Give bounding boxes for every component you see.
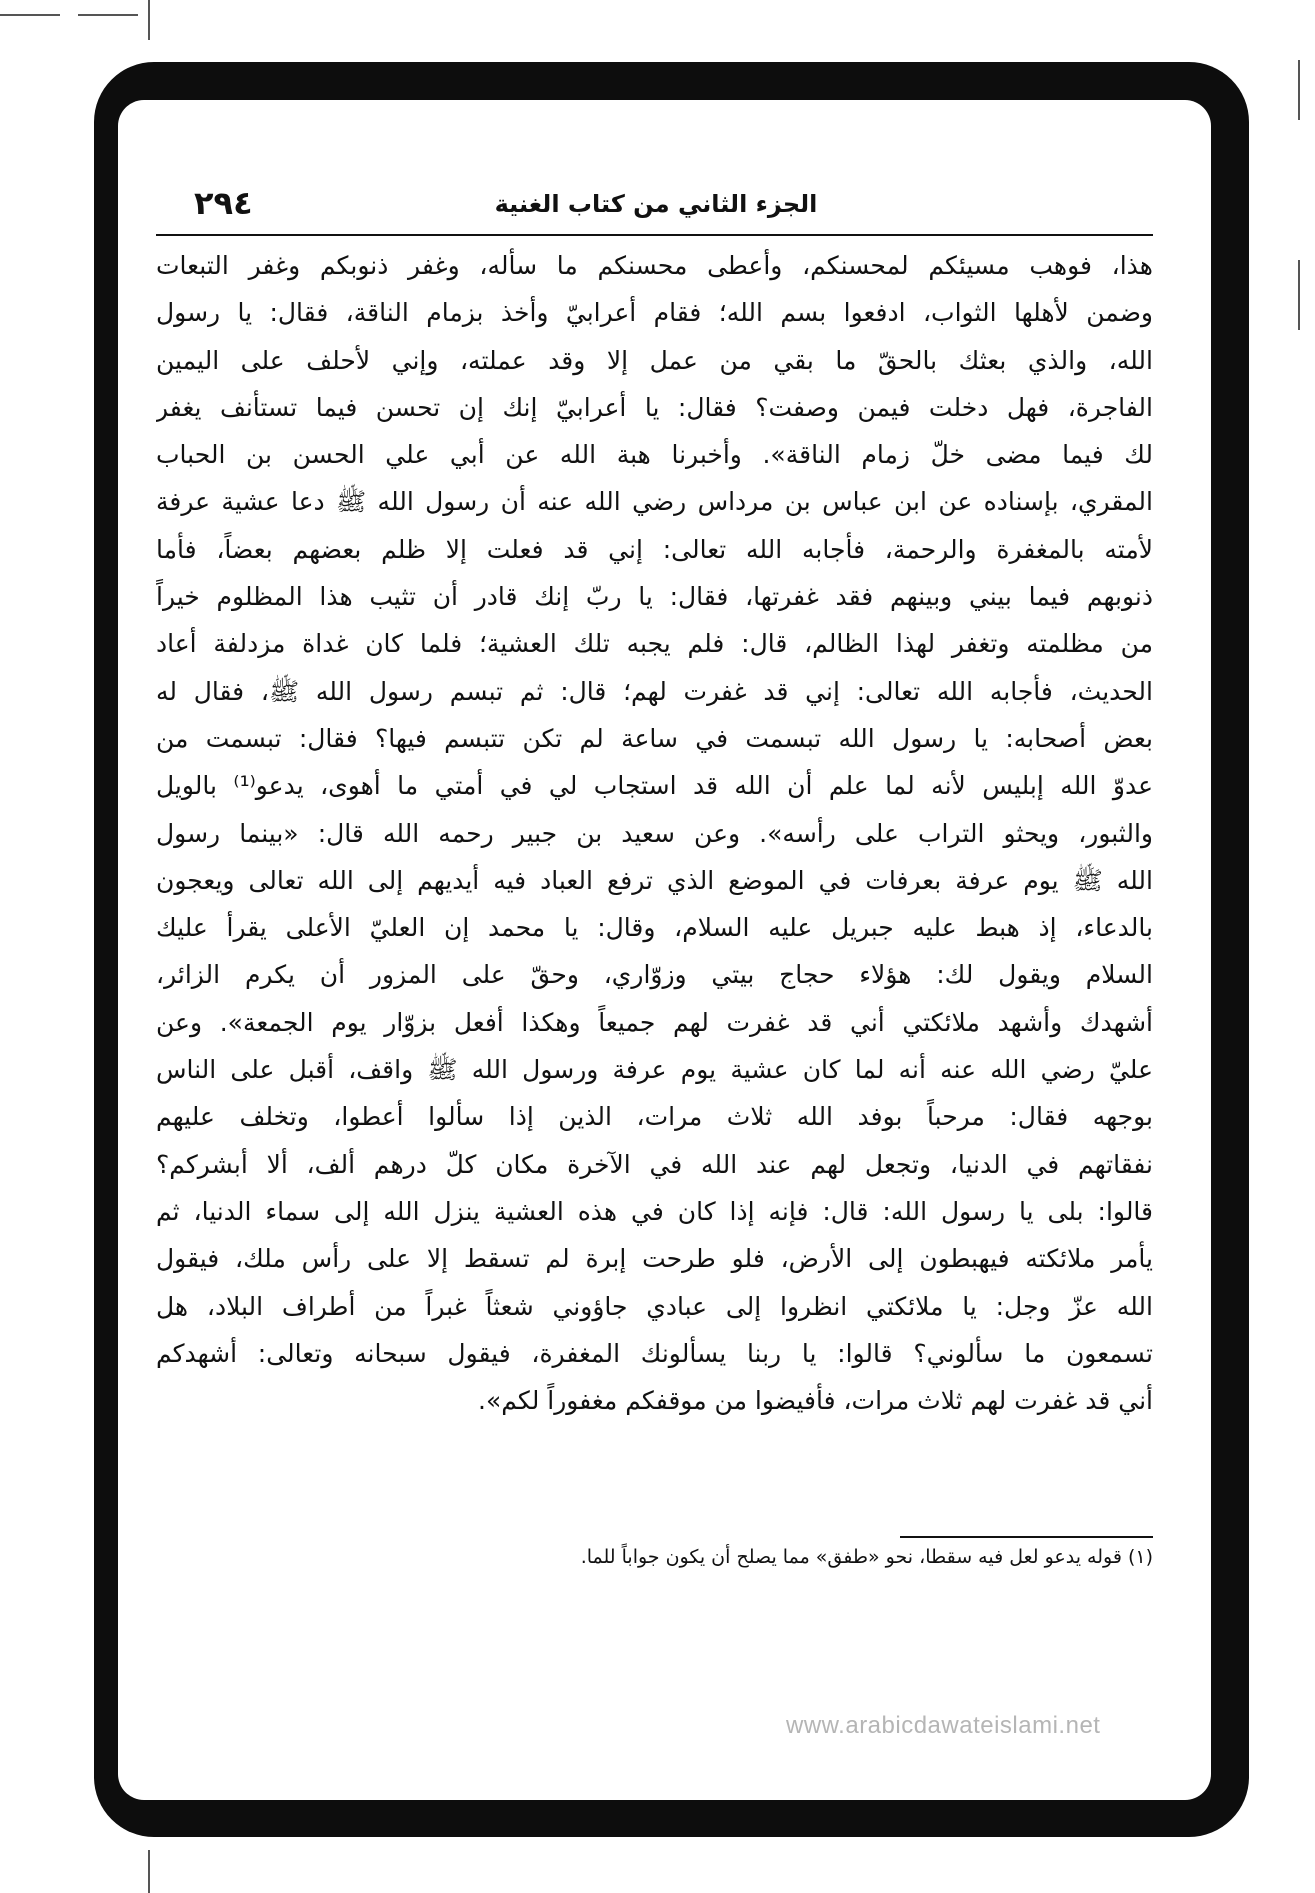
text-line: الله عزّ وجل: يا ملائكتي انظروا إلى عبادي جاؤوني شعثاً غبراً من أطراف البلاد، هل — [156, 1291, 1153, 1321]
text-line: الحديث، فأجابه الله تعالى: إني قد غفرت لهم؛ قال: ثم تبسم رسول الله ﷺ، فقال له — [156, 676, 1153, 706]
footnote-divider — [900, 1536, 1153, 1538]
text-line: لك فيما مضى خلّ زمام الناقة». وأخبرنا هبة الله عن أبي علي الحسن بن الحباب — [156, 440, 1153, 470]
page-header — [156, 180, 1153, 236]
text-line: عليّ رضي الله عنه أنه لما كان عشية يوم عرفة ورسول الله ﷺ واقف، أقبل على الناس — [156, 1055, 1153, 1085]
footnote: (١) قوله يدعو لعل فيه سقطا، نحو «طفق» مما يصلح أن يكون جواباً للما. — [580, 1546, 1153, 1568]
text-line: أشهدك وأشهد ملائكتي أني قد غفرت لهم جميعاً وهكذا أفعل بزوّار يوم الجمعة». وعن — [156, 1007, 1153, 1037]
running-title: الجزء الثاني من كتاب الغنية — [494, 190, 818, 218]
text-line: المقري، بإسناده عن ابن عباس بن مرداس رضي الله عنه أن رسول الله ﷺ دعا عشية عرفة — [156, 487, 1153, 517]
page-number: ٢٩٤ — [194, 184, 253, 222]
text-line: قالوا: بلى يا رسول الله: قال: فإنه إذا كان في هذه العشية ينزل الله إلى سماء الدنيا، ثم — [156, 1196, 1153, 1226]
text-line: لأمته بالمغفرة والرحمة، فأجابه الله تعالى: إني قد فعلت إلا ظلم بعضهم بعضاً، فأما — [156, 534, 1153, 564]
text-line: بوجهه فقال: مرحباً بوفد الله ثلاث مرات، الذين إذا سألوا أعطوا، وتخلف عليهم — [156, 1102, 1153, 1132]
crop-mark — [78, 14, 138, 16]
crop-mark — [148, 0, 150, 40]
watermark: www.arabicdawateislami.net — [786, 1712, 1101, 1739]
text-line: الله ﷺ يوم عرفة بعرفات في الموضع الذي ترفع العباد فيه أيديهم إلى الله تعالى ويعجون — [156, 865, 1153, 895]
text-line: وضمن لأهلها الثواب، ادفعوا بسم الله؛ فقام أعرابيّ وأخذ بزمام الناقة، فقال: يا رسول — [156, 298, 1153, 328]
text-line: تسمعون ما سألوني؟ قالوا: يا ربنا يسألونك المغفرة، فيقول سبحانه وتعالى: أشهدكم — [156, 1338, 1153, 1368]
crop-mark — [1298, 60, 1300, 120]
text-line: من مظلمته وتغفر لهذا الظالم، قال: فلم يجبه تلك العشية؛ فلما كان غداة مزدلفة أعاد — [156, 629, 1153, 659]
text-line: بعض أصحابه: يا رسول الله تبسمت في ساعة لم تكن تتبسم فيها؟ فقال: تبسمت من — [156, 723, 1153, 753]
crop-mark — [0, 14, 60, 16]
body-text — [156, 242, 1153, 1424]
text-line: الله، والذي بعثك بالحقّ ما بقي من عمل إلا وقد عملته، وإني لأحلف على اليمين — [156, 345, 1153, 375]
text-line: الفاجرة، فهل دخلت فيمن وصفت؟ فقال: يا أعرابيّ إنك إن تحسن فيما تستأنف يغفر — [156, 392, 1153, 422]
crop-mark — [148, 1850, 150, 1893]
text-line: والثبور، ويحثو التراب على رأسه». وعن سعيد بن جبير رحمه الله قال: «بينما رسول — [156, 818, 1153, 848]
crop-mark — [1298, 260, 1300, 330]
text-line: نفقاتهم في الدنيا، وتجعل لهم عند الله في الآخرة مكان كلّ درهم ألف، ألا أبشركم؟ — [156, 1149, 1153, 1179]
book-page — [118, 100, 1211, 1800]
text-line: ذنوبهم فيما بيني وبينهم فقد غفرتها، فقال: يا ربّ إنك قادر أن تثيب هذا المظلوم خيراً — [156, 582, 1153, 612]
text-line: بالدعاء، إذ هبط عليه جبريل عليه السلام، وقال: يا محمد إن العليّ الأعلى يقرأ عليك — [156, 913, 1153, 943]
text-line: السلام ويقول لك: هؤلاء حجاج بيتي وزوّاري، وحقّ على المزور أن يكرم الزائر، — [156, 960, 1153, 990]
text-line: عدوّ الله إبليس لأنه لما علم أن الله قد استجاب لي في أمتي ما أهوى، يدعو⁽¹⁾ بالويل — [156, 771, 1153, 801]
text-line: أني قد غفرت لهم ثلاث مرات، فأفيضوا من موقفكم مغفوراً لكم». — [478, 1386, 1153, 1416]
text-line: هذا، فوهب مسيئكم لمحسنكم، وأعطى محسنكم ما سأله، وغفر ذنوبكم وغفر التبعات — [156, 251, 1153, 280]
scan-border — [94, 62, 1249, 1837]
text-line: يأمر ملائكته فيهبطون إلى الأرض، فلو طرحت إبرة لم تسقط إلا على رأس ملك، فيقول — [156, 1244, 1153, 1274]
